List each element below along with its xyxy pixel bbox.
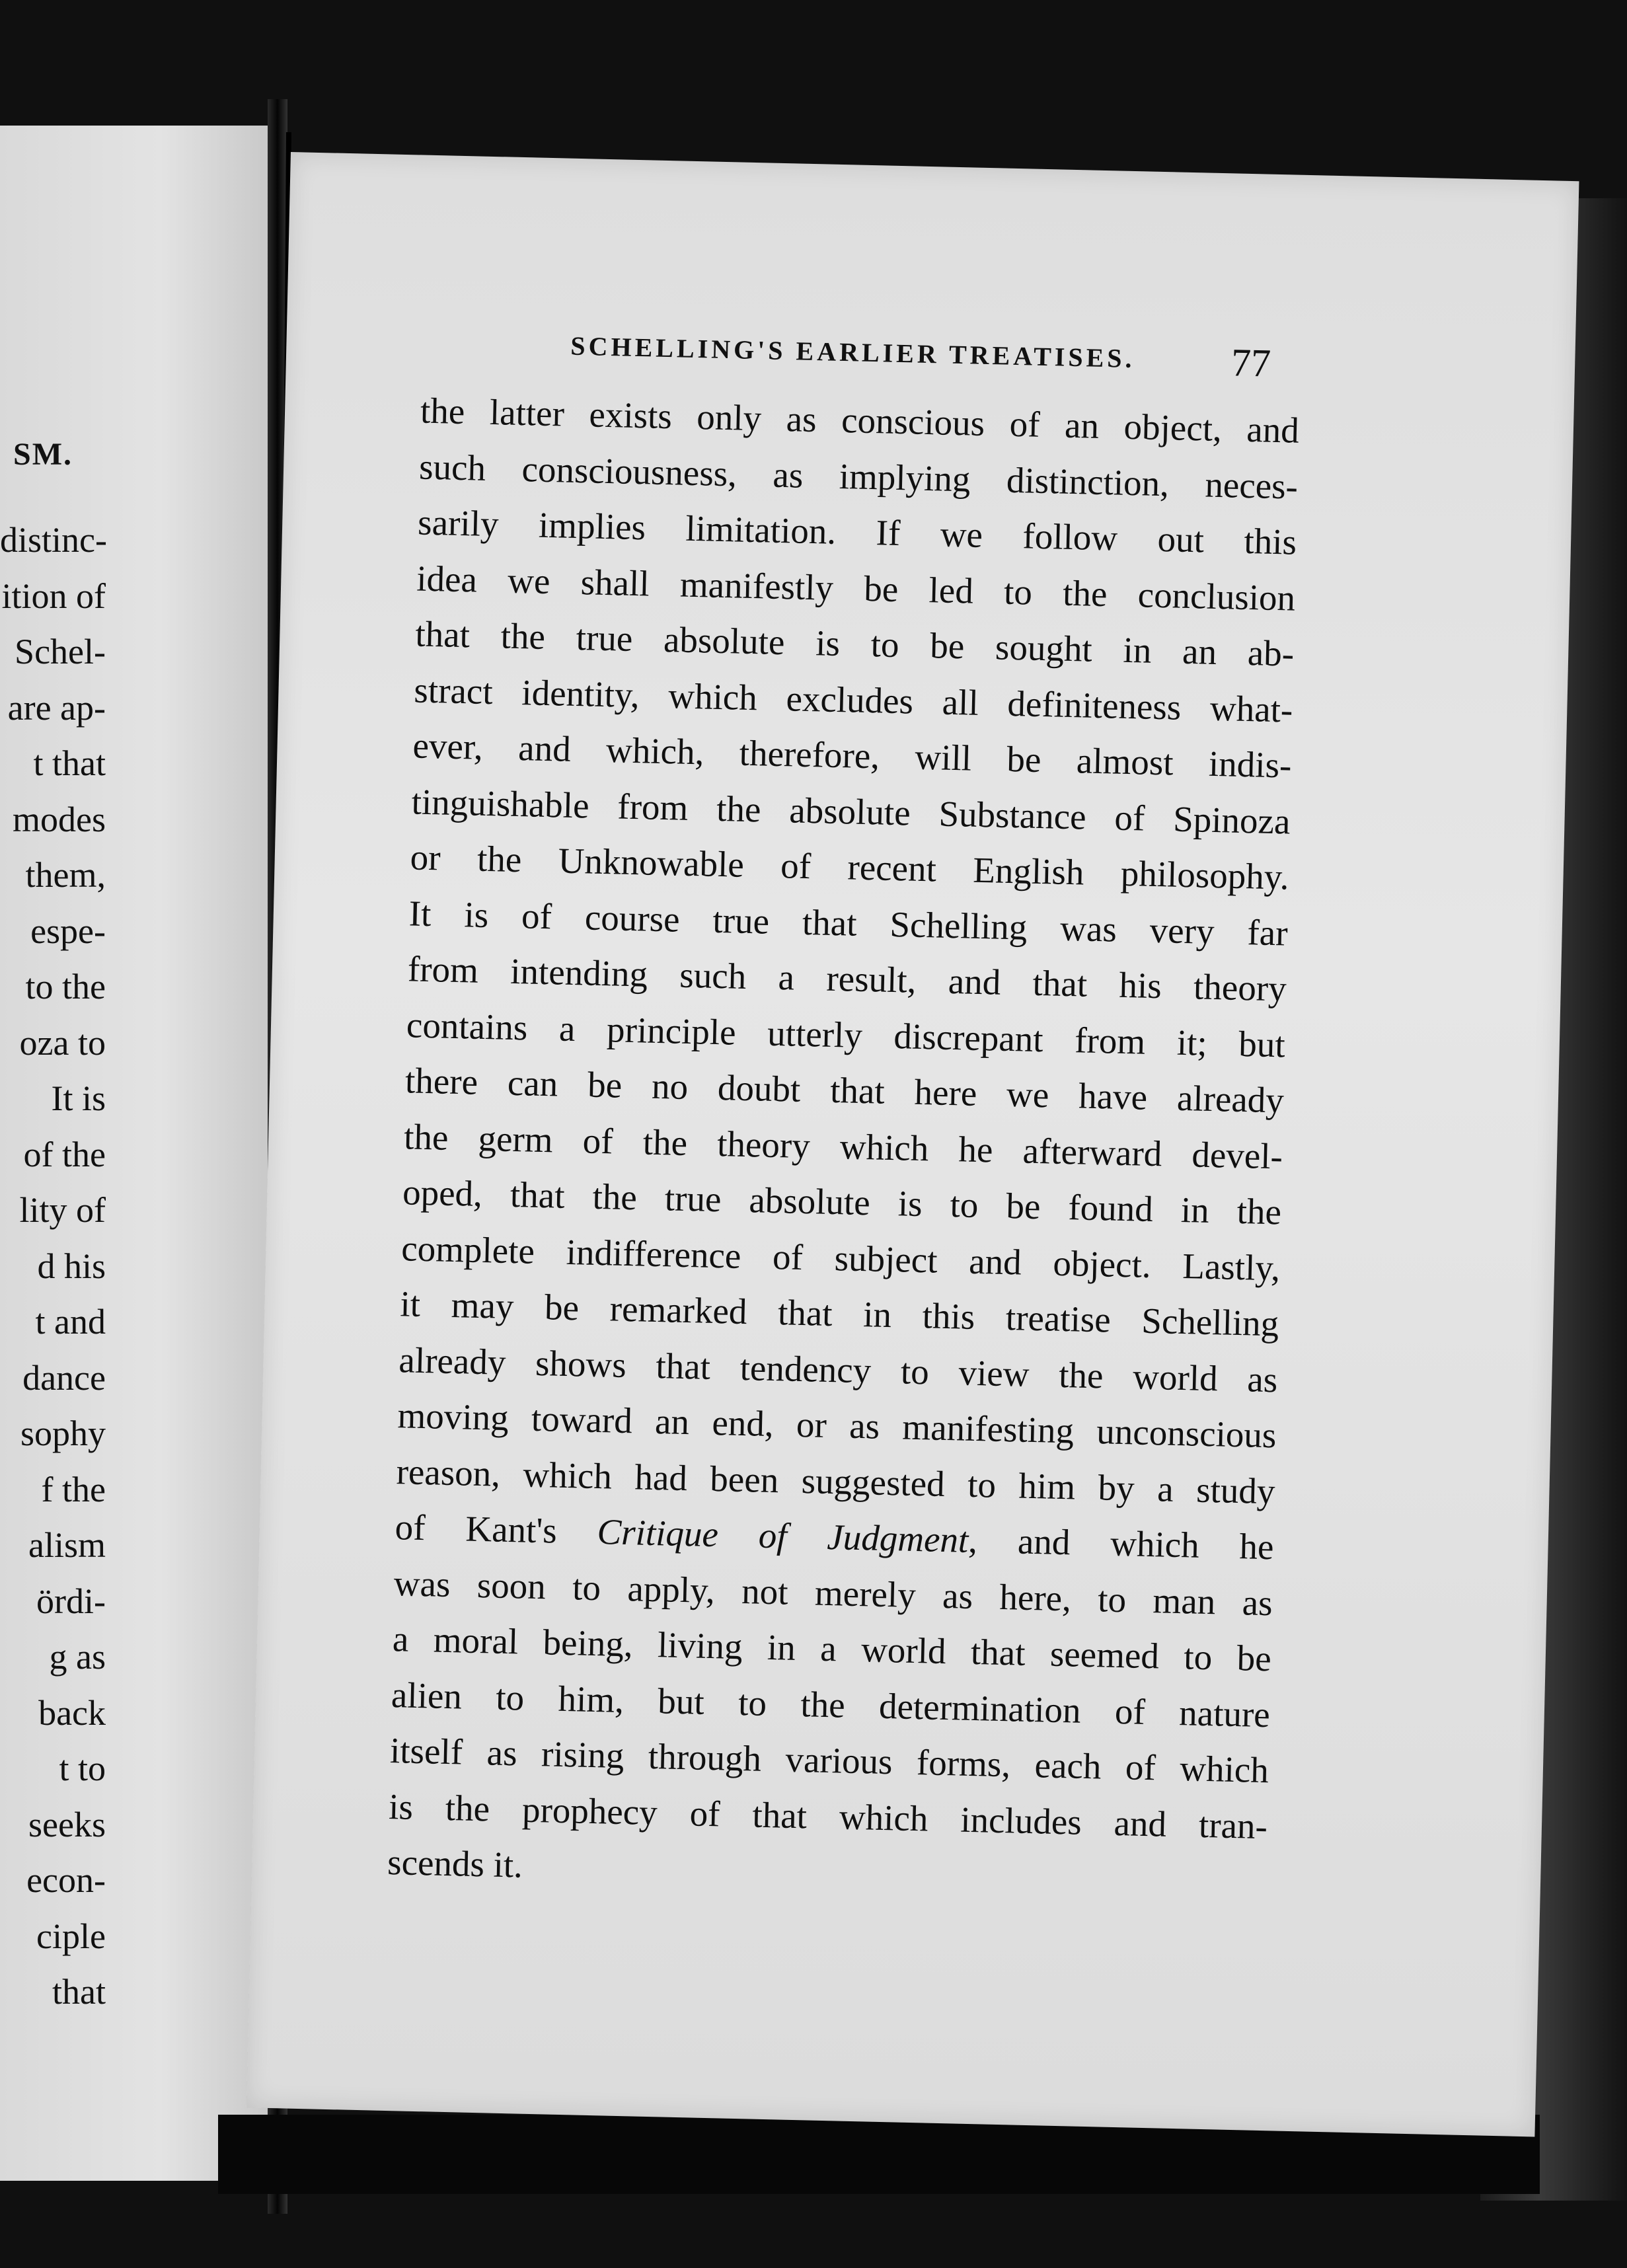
text-line: it may be remarked that in this treatise Schelling bbox=[399, 1283, 1279, 1344]
left-text-line: to the bbox=[25, 967, 106, 1006]
left-text-line: sophy bbox=[20, 1414, 106, 1453]
text-line: moving toward an end, or as manifesting unconscious bbox=[397, 1395, 1277, 1456]
text-line: such consciousness, as implying distinction, neces- bbox=[418, 446, 1299, 507]
text-line: oped, that the true absolute is to be found in the bbox=[402, 1172, 1282, 1232]
text-line: or the Unknowable of recent English philosophy. bbox=[410, 837, 1290, 897]
text-line: itself as rising through various forms, each of which bbox=[389, 1730, 1269, 1791]
left-text-line: that bbox=[52, 1972, 106, 2012]
left-text-line: Schel- bbox=[15, 632, 106, 671]
left-text-line: of the bbox=[23, 1134, 106, 1174]
left-text-line: back bbox=[38, 1692, 106, 1733]
text-line: contains a principle utterly discrepant from it; but bbox=[406, 1004, 1286, 1065]
text-line: is the prophecy of that which includes and tran- bbox=[388, 1786, 1268, 1846]
left-text-line: oza to bbox=[19, 1022, 106, 1063]
text-line: there can be no doubt that here we have already bbox=[404, 1060, 1285, 1121]
text-line: idea we shall manifestly be led to the conclusion bbox=[416, 557, 1296, 619]
left-text-line: ition of bbox=[1, 576, 106, 616]
body-text bbox=[387, 383, 1299, 1910]
right-page bbox=[246, 152, 1579, 2136]
text-line: was soon to apply, not merely as here, to man as bbox=[393, 1562, 1273, 1623]
left-facing-page bbox=[0, 126, 268, 2181]
text-line: already shows that tendency to view the world as bbox=[398, 1339, 1278, 1400]
text-line: sarily implies limitation. If we follow out this bbox=[417, 502, 1297, 562]
book-title-italic: Critique of Judgment bbox=[596, 1511, 969, 1560]
left-text-line: seeks bbox=[28, 1804, 106, 1844]
text-line: that the true absolute is to be sought in an ab- bbox=[414, 613, 1295, 674]
text-line: the germ of the theory which he afterward devel- bbox=[403, 1115, 1283, 1176]
left-text-line: espe- bbox=[30, 911, 106, 951]
left-text-line: ciple bbox=[36, 1916, 106, 1956]
text-line-italic: of Kant's Critique of Judgment, and which he bbox=[395, 1507, 1275, 1568]
left-running-head: SM. bbox=[13, 437, 73, 472]
text-line: stract identity, which excludes all definiteness what- bbox=[413, 669, 1293, 730]
left-page-text bbox=[0, 512, 106, 2020]
left-text-line: distinc- bbox=[0, 520, 107, 560]
left-text-line: lity of bbox=[19, 1190, 106, 1230]
left-text-line: them, bbox=[25, 855, 106, 895]
left-text-line: t that bbox=[33, 743, 106, 783]
left-text-line: econ- bbox=[26, 1860, 106, 1900]
left-text-line: alism bbox=[28, 1525, 106, 1565]
left-text-line: dance bbox=[22, 1357, 106, 1398]
text-line: reason, which had been suggested to him by a study bbox=[396, 1451, 1276, 1511]
text-line: scends it. bbox=[387, 1841, 523, 1885]
text-line: alien to him, but to the determination of nature bbox=[391, 1674, 1271, 1735]
text-line: ever, and which, therefore, will be almost indis- bbox=[412, 725, 1293, 786]
left-text-line: It is bbox=[51, 1078, 106, 1118]
text-line: complete indifference of subject and object. Lastly, bbox=[400, 1227, 1281, 1288]
left-text-line: t and bbox=[35, 1302, 106, 1342]
text-line: the latter exists only as conscious of an object, and bbox=[420, 390, 1300, 451]
text-line: tinguishable from the absolute Substance of Spinoza bbox=[411, 780, 1291, 842]
left-text-line: modes bbox=[13, 799, 106, 839]
page-number: 77 bbox=[1230, 340, 1271, 385]
left-text-line: are ap- bbox=[7, 687, 106, 728]
left-text-line: d his bbox=[37, 1246, 106, 1286]
left-text-line: t to bbox=[59, 1749, 106, 1788]
text-line: from intending such a result, and that his theory bbox=[407, 948, 1287, 1009]
left-text-line: f the bbox=[41, 1469, 106, 1509]
left-text-line: g as bbox=[49, 1637, 106, 1677]
left-text-line: ördi- bbox=[36, 1581, 106, 1621]
running-head: SCHELLING'S EARLIER TREATISES. bbox=[570, 330, 1136, 374]
text-line: It is of course true that Schelling was very far bbox=[408, 892, 1289, 954]
text-line: a moral being, living in a world that seemed to be bbox=[392, 1618, 1272, 1679]
